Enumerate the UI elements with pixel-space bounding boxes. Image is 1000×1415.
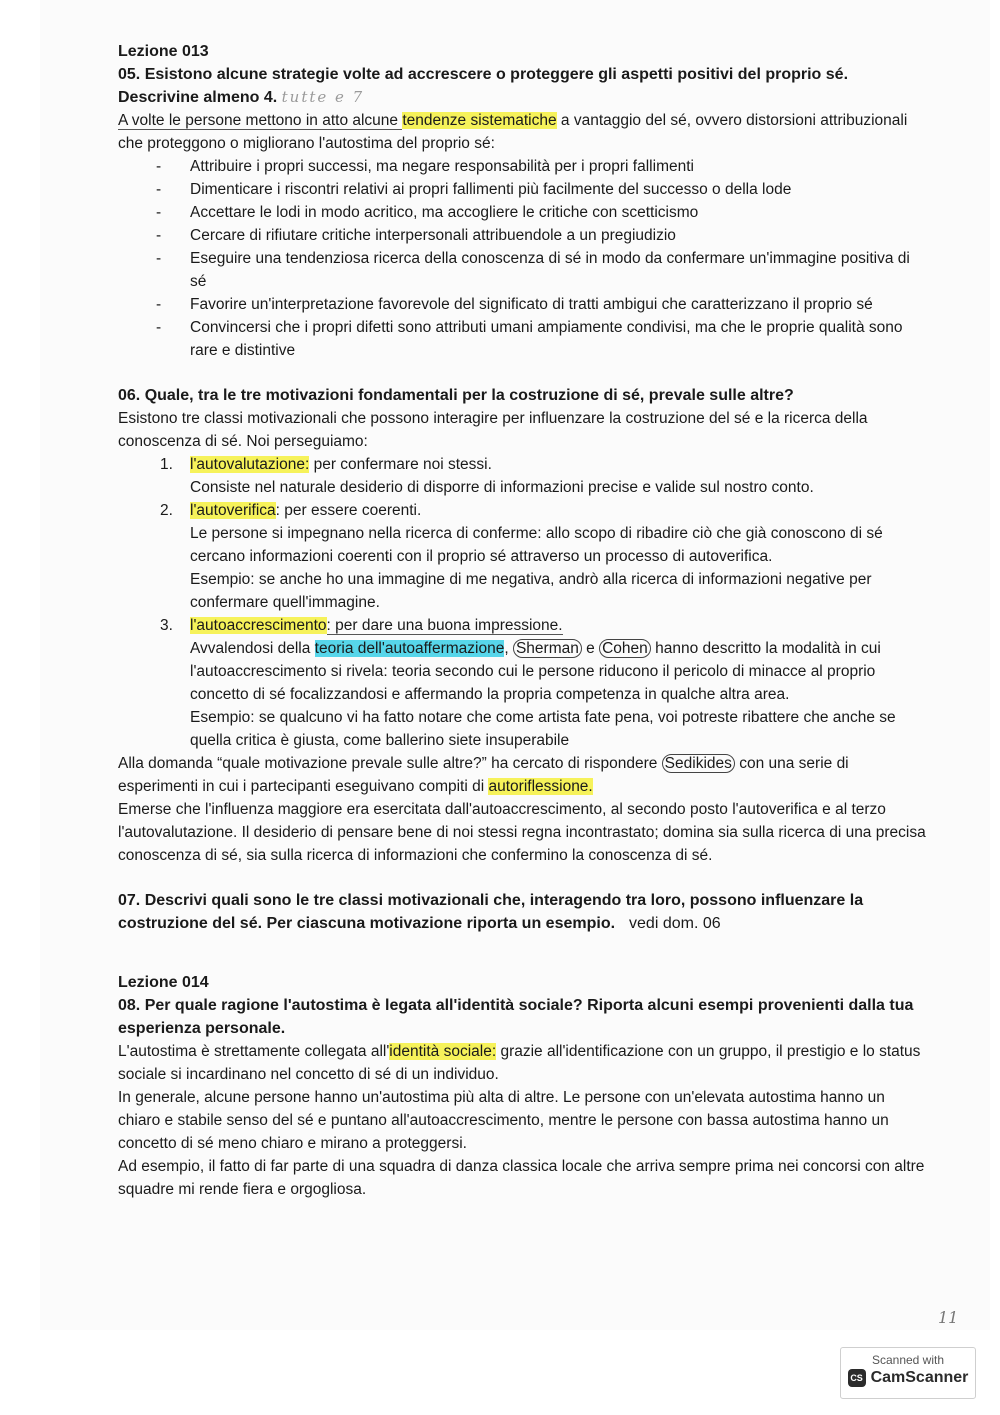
motivation-example: Esempio: se anche ho una immagine di me negativa, andrò alla ricerca di informazioni negative per confermare quell'immagine. xyxy=(190,571,872,611)
question-06-conclusion: Emerse che l'influenza maggiore era esercitata dall'autoaccrescimento, al secondo posto l'autoverifica e al terzo l'autovalutazione. Il desiderio di pensare bene di noi stessi regna incontrastato; domina sia sulla ricerca di una precisa conoscenza di sé, sia sulla ricerca di informazioni che confermino la conoscenza di sé. xyxy=(118,801,926,864)
motivation-number: 3. xyxy=(160,617,173,634)
motivation-purpose: : per dare una buona impressione. xyxy=(326,617,563,634)
page-number: 11 xyxy=(938,1308,959,1327)
question-08-paragraph-2: In generale, alcune persone hanno un'autostima più alta di altre. Le persone con un'elevata autostima hanno un chiaro e stabile senso del sé e puntano all'autoaccrescimento, mentre le persone con bassa autostima hanno un concetto di sé meno chiaro e mirano a proteggersi. xyxy=(118,1089,889,1152)
strategy-item: - Convincersi che i propri difetti sono attributi umani ampiamente condivisi, ma che le proprie qualità sono rare e distintive xyxy=(190,316,928,362)
lesson-014-heading: Lezione 014 xyxy=(118,974,209,991)
motivation-purpose: per confermare noi stessi. xyxy=(309,456,492,473)
paragraph-text-b: grazie all'identificazione con un gruppo, il prestigio e lo status sociale si incardinano nel concetto di sé di un individuo. xyxy=(118,1043,921,1083)
cross-reference: vedi dom. 06 xyxy=(629,915,721,932)
author-sherman: Sherman xyxy=(513,639,582,658)
question-05-title-line1: 05. Esistono alcune strategie volte ad accrescere o proteggere gli aspetti positivi del proprio sé. xyxy=(118,66,849,83)
strategy-item: - Dimenticare i riscontri relativi ai propri fallimenti più facilmente del successo o della lode xyxy=(190,178,928,201)
answer-text-b: con una serie di esperimenti in cui i partecipanti eseguivano compiti di xyxy=(118,755,849,795)
highlight-teoria: teoria dell'autoaffermazione xyxy=(314,640,505,657)
motivation-item-autoaccrescimento xyxy=(160,614,928,752)
document-content xyxy=(118,40,928,1201)
strategy-item: - Cercare di rifiutare critiche interpersonali attribuendole a un pregiudizio xyxy=(190,224,928,247)
intro-text-b: a vantaggio del sé, ovvero distorsioni attribuzionali che proteggono o migliorano l'autostima del proprio sé: xyxy=(118,112,908,152)
question-06-title: 06. Quale, tra le tre motivazioni fondamentali per la costruzione di sé, prevale sulle altre? xyxy=(118,387,794,404)
strategy-item: - Eseguire una tendenziosa ricerca della conoscenza di sé in modo da confermare un'immagine positiva di sé xyxy=(190,247,928,293)
strategy-item: - Accettare le lodi in modo acritico, ma accogliere le critiche con scetticismo xyxy=(190,201,928,224)
scanner-name: CamScanner xyxy=(870,1369,969,1386)
strategies-list xyxy=(118,155,928,362)
question-08-paragraph-1 xyxy=(118,1040,928,1086)
scanner-caption: Scanned with xyxy=(871,1353,945,1367)
separator: , xyxy=(504,640,513,657)
author-sedikides: Sedikides xyxy=(662,754,735,773)
question-05-title xyxy=(118,63,928,109)
handwritten-note: tutte e 7 xyxy=(281,88,365,106)
author-cohen: Cohen xyxy=(599,639,651,658)
motivation-number: 2. xyxy=(160,502,173,519)
highlight-autoaccrescimento: l'autoaccrescimento xyxy=(190,617,327,634)
question-05-intro xyxy=(118,109,928,155)
motivation-number: 1. xyxy=(160,456,173,473)
highlight-autovalutazione: l'autovalutazione: xyxy=(190,456,310,473)
motivation-description-a: Avvalendosi della xyxy=(190,640,315,657)
highlight-autoriflessione: autoriflessione. xyxy=(488,778,593,795)
motivation-description: Consiste nel naturale desiderio di disporre di informazioni precise e valide sul nostro conto. xyxy=(190,479,814,496)
lesson-013-heading: Lezione 013 xyxy=(118,43,209,60)
question-05-title-line2: Descrivine almeno 4. xyxy=(118,89,278,106)
scanner-brand xyxy=(841,1369,975,1387)
question-07-title xyxy=(118,889,928,935)
scanned-page xyxy=(40,0,990,1330)
question-06-intro: Esistono tre classi motivazionali che possono interagire per influenzare la costruzione del sé e la ricerca della conoscenza di sé. Noi perseguiamo: xyxy=(118,410,868,450)
camscanner-logo-icon: CS xyxy=(848,1369,866,1387)
strategy-item: - Favorire un'interpretazione favorevole del significato di tratti ambigui che caratterizzano il proprio sé xyxy=(190,293,928,316)
motivation-example: Esempio: se qualcuno vi ha fatto notare che come artista fate pena, voi potreste ribattere che anche se quella critica è giusta, come ballerino siete insuperabile xyxy=(190,709,896,749)
motivation-purpose: : per essere coerenti. xyxy=(275,502,422,519)
highlight-identita-sociale: identità sociale: xyxy=(389,1043,497,1060)
question-07-text: 07. Descrivi quali sono le tre classi motivazionali che, interagendo tra loro, possono influenzare la costruzione del sé. Per ciascuna motivazione riporta un esempio. xyxy=(118,892,864,932)
question-06-answer xyxy=(118,752,928,798)
conjunction: e xyxy=(581,640,600,657)
motivation-description: Le persone si impegnano nella ricerca di conferme: allo scopo di ribadire ciò che già conoscono di sé cercano informazioni coerenti con il proprio sé attraverso un processo di autoverifica. xyxy=(190,525,883,565)
intro-text-a: A volte le persone mettono in atto alcune xyxy=(118,112,403,129)
strategy-item: - Attribuire i propri successi, ma negare responsabilità per i propri fallimenti xyxy=(190,155,928,178)
motivations-list xyxy=(118,453,928,752)
motivation-description-b: hanno descritto la modalità in cui l'autoaccrescimento si rivela: teoria secondo cui le persone riducono il pericolo di minacce al proprio concetto di sé focalizzandosi e affermando la propria competenza in qualche altra area. xyxy=(190,640,881,703)
camscanner-watermark xyxy=(840,1347,976,1399)
highlight-autoverifica: l'autoverifica xyxy=(190,502,276,519)
question-08-title: 08. Per quale ragione l'autostima è legata all'identità sociale? Riporta alcuni esempi provenienti dalla tua esperienza personale. xyxy=(118,997,914,1037)
motivation-item-autoverifica xyxy=(160,499,928,614)
question-08-paragraph-3: Ad esempio, il fatto di far parte di una squadra di danza classica locale che arriva sempre prima nei concorsi con altre squadre mi rende fiera e orgogliosa. xyxy=(118,1158,925,1198)
highlight-tendenze: tendenze sistematiche xyxy=(402,112,557,129)
paragraph-text-a: L'autostima è strettamente collegata all' xyxy=(118,1043,390,1060)
answer-text-a: Alla domanda “quale motivazione prevale sulle altre?” ha cercato di rispondere xyxy=(118,755,662,772)
motivation-item-autovalutazione xyxy=(160,453,928,499)
